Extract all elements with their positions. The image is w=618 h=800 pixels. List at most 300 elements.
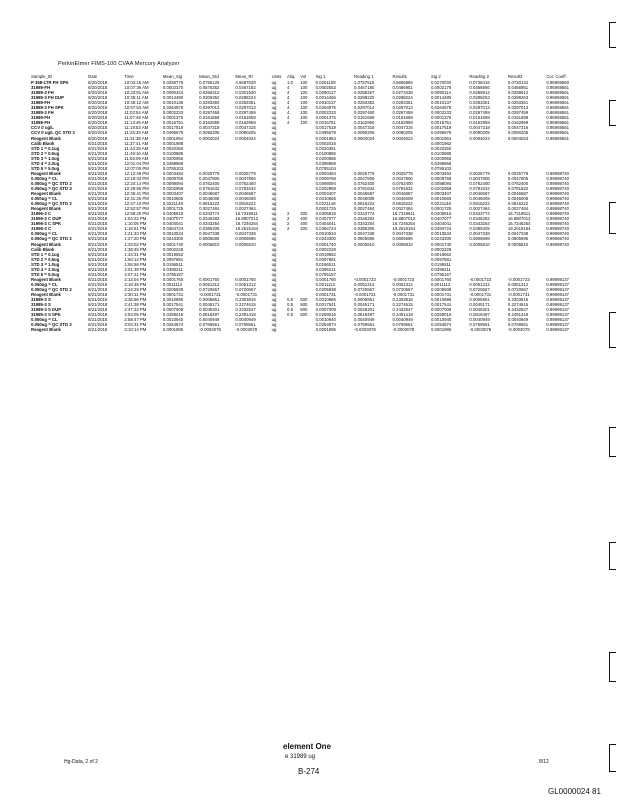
table-cell: 12:24:14 PM (124, 180, 149, 186)
table-cell: 0.0769561 (507, 322, 529, 328)
table-cell: 8/21/2018 (88, 261, 108, 267)
table-cell: 0.0762400 (469, 180, 490, 186)
table-cell: 0.96959561 (546, 90, 570, 96)
table-cell: 0.0398968 (430, 160, 452, 166)
table-cell: 0.0046008 (392, 196, 413, 202)
table-cell: 0.0098094 (430, 180, 452, 186)
table-cell: 8/21/2018 (88, 246, 108, 252)
table-cell: 0.0346282 (199, 216, 220, 222)
table-cell: 2:30:11 PM (124, 291, 147, 297)
table-cell: 0.0385305 (354, 226, 375, 232)
table-cell: ug (271, 206, 277, 212)
table-cell: 0.0283351 (392, 100, 413, 106)
table-cell: 100 (300, 115, 308, 121)
table-cell: 11:03:54 AM (124, 110, 149, 116)
table-cell: 0.0404041 (430, 221, 452, 227)
table-cell: 0.0045171 (469, 302, 490, 308)
table-cell: 0.0004024 (199, 135, 220, 141)
table-cell: 3:04:31 PM (124, 322, 147, 328)
table-cell: 0.0762400 (199, 180, 220, 186)
table-cell: -0.0001723 (392, 276, 415, 282)
table-cell: 0.0202958 (430, 185, 452, 191)
table-cell: 0.0019652 (315, 251, 336, 257)
table-cell: 0.0001760 (430, 276, 452, 282)
table-cell: 0.0003484 (315, 170, 336, 176)
table-cell: 0.0781632 (199, 185, 220, 191)
table-cell: 0.0027484 (235, 206, 256, 212)
table-cell: 0.0407077 (315, 216, 336, 222)
table-cell: 0.0264976 (315, 105, 336, 111)
table-cell: 0.0001988 (162, 140, 184, 146)
table-cell: 0.0046587 (392, 191, 413, 197)
table-cell: 0.0014485 (430, 95, 452, 101)
table-cell: 0.0407077 (430, 216, 452, 222)
table-cell: 8/21/2018 (88, 266, 108, 272)
table-cell: 0.2274615 (392, 302, 413, 308)
table-cell: 8/21/2018 (88, 327, 108, 333)
table-cell: 0.0025779 (235, 170, 256, 176)
table-cell: 0.0048301 (199, 307, 220, 313)
table-cell: 0.0720667 (354, 286, 375, 292)
table-cell: 0.0004024 (354, 135, 375, 141)
binding-mark (609, 542, 616, 570)
table-cell: 0.0720667 (392, 286, 413, 292)
table-cell: 0.0404041 (162, 221, 184, 227)
table-cell: 0.0025779 (199, 170, 220, 176)
table-cell: 0.0015751 (162, 120, 184, 126)
table-cell: 8/20/2018 (88, 115, 108, 121)
table-cell: 0.0270032 (430, 80, 452, 85)
table-cell: 0.0019652 (430, 251, 452, 257)
table-cell: ug (271, 322, 277, 328)
table-cell: 0.0785104 (315, 165, 336, 171)
table-cell: 31989-3 S (31, 302, 51, 308)
table-cell: ug (271, 130, 277, 136)
table-cell: 0.0805696 (469, 236, 490, 242)
table-cell: 0.0017541 (315, 302, 336, 308)
footer-brand: element One (283, 742, 332, 751)
table-cell: 8/20/2018 (88, 135, 108, 141)
table-cell: 100 (300, 90, 308, 96)
table-cell: 0.0090205 (469, 130, 490, 136)
table-cell: 400 (300, 226, 308, 232)
table-cell: ug (271, 231, 277, 237)
table-cell: ug (271, 155, 277, 161)
table-cell: 0.0002233 (315, 110, 336, 116)
table-cell: 0.0027484 (199, 206, 220, 212)
table-cell: 0.0025779 (507, 170, 529, 176)
table-cell: 1.0 (287, 80, 294, 85)
table-cell: 0.0395211 (315, 266, 336, 272)
table-cell: 0.5 (287, 302, 294, 308)
table-cell: 0.0047338 (392, 231, 413, 237)
table-cell: 0.0007009 (430, 307, 452, 313)
table-cell: 8/21/2018 (88, 201, 108, 207)
table-cell: 0.99998740 (546, 211, 570, 217)
table-cell: 0.0001995 (430, 327, 452, 333)
table-cell: 0.0047806 (507, 175, 529, 181)
table-cell: 8/21/2018 (88, 291, 108, 297)
table-cell: 11:49:16 AM (124, 150, 149, 156)
table-cell: 12:58:40 PM (124, 211, 149, 217)
table-cell: 8/21/2018 (88, 307, 108, 313)
table-cell: 0.0097881 (430, 256, 452, 262)
table-cell: 0.0047806 (392, 175, 413, 181)
table-cell: 31989-3 S SPK (31, 312, 61, 318)
footer-right: 8/12 (539, 759, 549, 765)
column-header: Sig 1 (315, 74, 326, 80)
table-cell: 1:50:12 PM (124, 256, 147, 262)
table-cell: 0.0027484 (507, 206, 529, 212)
table-cell: 0.0040949 (507, 317, 529, 323)
table-cell: ug (271, 226, 277, 232)
table-cell: 0.99998740 (546, 185, 570, 191)
table-cell: 0.99998740 (546, 191, 570, 197)
table-cell: 16.7246254 (235, 221, 259, 227)
table-cell: 0.0046008 (507, 196, 529, 202)
table-cell: -0.0001723 (354, 276, 376, 282)
table-cell: ug (271, 276, 277, 282)
table-cell: 0.0495679 (315, 130, 336, 136)
table-cell: ug (271, 327, 277, 333)
table-cell: 0.0001740 (315, 241, 336, 247)
table-cell: 0.0047806 (354, 175, 375, 181)
table-cell: 0.0090205 (199, 130, 220, 136)
table-cell: 0.0040949 (354, 317, 375, 323)
table-cell: 0.0297014 (354, 105, 375, 111)
table-cell: 0.99999137 (546, 317, 570, 323)
table-cell: 0.0047338 (235, 231, 256, 237)
table-cell: 0.0297013 (235, 105, 256, 111)
table-cell: 8/21/2018 (88, 140, 108, 146)
table-cell: 4 (287, 110, 290, 116)
table-cell: 0.0027484 (392, 206, 413, 212)
table-cell: 0.0816222 (469, 201, 490, 207)
table-cell: 0.0221148 (162, 201, 183, 207)
table-cell: STD 4 = 2.0ug (31, 160, 60, 166)
table-cell: 0.0009768 (315, 175, 336, 181)
table-cell: 0.0047338 (199, 231, 220, 237)
table-cell: -0.0003078 (235, 327, 258, 333)
table-cell: 0.0816222 (235, 201, 256, 207)
table-cell: ug (271, 291, 277, 297)
table-cell: 0.0196511 (315, 261, 336, 267)
table-cell: 0.0090205 (235, 130, 256, 136)
table-cell: 0.0781632 (354, 185, 375, 191)
table-cell: 4 (287, 85, 290, 91)
table-cell: 0.0346282 (469, 216, 490, 222)
table-cell: 0.0720667 (199, 286, 220, 292)
table-cell: ug (271, 256, 277, 262)
table-cell: 0.99998740 (546, 216, 570, 222)
table-cell: STD 5 = 5.0ug (31, 165, 60, 171)
table-cell: 0.0805696 (507, 236, 529, 242)
table-cell: 1.0757515 (354, 80, 375, 85)
table-cell: 8/21/2018 (88, 256, 108, 262)
table-cell: 0.0816222 (392, 201, 413, 207)
table-cell: -0.0001731 (469, 291, 492, 297)
table-cell: 0.0816222 (507, 201, 529, 207)
table-cell: 0.0004024 (469, 135, 490, 141)
table-cell: 0.0259016 (315, 312, 336, 318)
table-cell: 0.0283351 (507, 100, 529, 106)
table-cell: 0.0001995 (162, 327, 184, 333)
table-cell: 0.0254874 (162, 322, 184, 328)
table-cell: 0.0009768 (162, 175, 184, 181)
table-cell: STD 3 = 1.0ug (31, 155, 60, 161)
table-cell: 31996-3 C DUP (31, 216, 62, 222)
table-cell: ug (271, 236, 277, 242)
table-cell: 8/20/2018 (88, 130, 108, 136)
table-cell: 0.0025779 (354, 170, 375, 176)
table-cell: 4 (287, 100, 290, 106)
table-cell: 0.99998740 (546, 206, 570, 212)
table-cell: 8/21/2018 (88, 302, 108, 308)
table-cell: 10:57:53 AM (124, 105, 149, 111)
table-cell: 0.0047318 (199, 125, 220, 131)
table-cell: 0.0254874 (315, 322, 336, 328)
table-cell: 0.0003407 (315, 191, 336, 197)
table-cell: ug (271, 307, 277, 313)
table-cell: 0.0001375 (430, 115, 452, 121)
table-cell: 16.7246254 (507, 221, 531, 227)
table-cell: 1:38:45 PM (124, 246, 147, 252)
table-cell: 0.0769561 (199, 322, 220, 328)
table-cell: ug (271, 175, 277, 181)
table-cell: 0.0046587 (199, 191, 220, 197)
table-cell: 31989-3 S DUP (31, 307, 62, 313)
table-cell: 0.050ug = QC STD 2 (31, 201, 72, 207)
table-cell: 31989-3 S (31, 297, 51, 303)
table-cell: STD 5 = 5.0ug (31, 271, 60, 277)
table-cell: 0.96959560 (546, 80, 570, 85)
table-cell: 0.99999137 (546, 327, 570, 333)
table-cell: 0.0047316 (235, 125, 256, 131)
table-cell: ug (271, 191, 277, 197)
table-cell: 0.0046008 (469, 196, 490, 202)
table-cell: 8/21/2018 (88, 170, 108, 176)
table-cell: ug (271, 100, 277, 106)
table-cell: 11:13:45 AM (124, 120, 149, 126)
table-cell: -0.0003078 (199, 327, 221, 333)
table-cell: 0.0020350 (430, 145, 452, 151)
table-cell: 1:21:33 PM (124, 231, 147, 237)
table-cell: 2:58:47 PM (124, 317, 147, 323)
table-cell: 31989-FH (31, 120, 51, 126)
table-cell: ug (271, 180, 277, 186)
table-cell: 0.0047806 (235, 175, 256, 181)
table-cell: 0.99999137 (546, 286, 570, 292)
table-cell: 0.0010135 (162, 100, 184, 106)
table-cell: 0.0045171 (354, 302, 375, 308)
table-cell: 0.0010886 (315, 297, 336, 303)
table-cell: 0.0005861 (469, 297, 490, 303)
binding-mark (609, 744, 616, 772)
table-cell: 16.8807012 (507, 216, 531, 222)
table-cell: 0.0040949 (235, 317, 256, 323)
table-cell: 0.0297459 (235, 110, 256, 116)
table-cell: 0.0005810 (507, 241, 529, 247)
table-cell: STD 1 = 0.1ug (31, 145, 60, 151)
table-cell: 0.0769561 (235, 322, 256, 328)
table-cell: P 368-LTR FH SPK (31, 80, 69, 85)
table-cell: 0.99998740 (546, 226, 570, 232)
table-cell: 0.0255775 (162, 80, 184, 85)
table-cell: 0.96959561 (546, 110, 570, 116)
table-cell: ug (271, 105, 277, 111)
table-cell: ug (271, 160, 277, 166)
table-cell: 0.0003407 (430, 191, 452, 197)
table-cell: 0.0001954 (430, 135, 452, 141)
table-cell: 0.0051312 (354, 281, 375, 287)
table-cell: 0.96959561 (546, 120, 570, 126)
table-cell: 0.0005810 (392, 241, 413, 247)
footer-left: Hg-Data, 2 of 2 (64, 759, 98, 765)
table-cell: ug (271, 286, 277, 292)
table-cell: 0.96959561 (546, 85, 570, 91)
table-cell: 0.99998740 (546, 236, 570, 242)
table-cell: 0.99999137 (546, 291, 570, 297)
table-cell: 0.0720142 (507, 80, 529, 85)
table-cell: 500 (300, 297, 308, 303)
table-cell: 0.0161658 (507, 115, 529, 121)
table-cell: 400 (300, 211, 308, 217)
table-cell: 0.0283351 (469, 100, 490, 106)
table-cell: 0.0025779 (392, 170, 413, 176)
table-cell: ug (271, 110, 277, 116)
binding-mark (609, 312, 616, 348)
table-cell: 0.2303816 (507, 297, 529, 303)
table-cell: 4 (287, 115, 290, 121)
table-cell: 0.96959561 (546, 125, 570, 131)
table-cell: 0.0816222 (354, 201, 375, 207)
table-cell: 0.0097881 (315, 256, 336, 262)
table-cell: 0.0343254 (354, 221, 375, 227)
table-cell: 0.0221148 (315, 201, 336, 207)
table-cell: 0.0384724 (315, 226, 336, 232)
table-cell: 0.0259016 (430, 312, 452, 318)
table-cell: 8/21/2018 (88, 155, 108, 161)
table-cell: 0.0046008 (199, 196, 220, 202)
table-cell: 8/21/2018 (88, 216, 108, 222)
table-cell: 0.0769561 (469, 322, 490, 328)
table-cell: 0.0002228 (315, 246, 336, 252)
table-cell: 0.0005810 (199, 241, 220, 247)
table-cell: 4 (287, 120, 290, 126)
table-cell: 8/21/2018 (88, 145, 108, 151)
table-cell: 0.0343774 (469, 211, 490, 217)
table-cell: ug (271, 150, 277, 156)
table-cell: 0.0781632 (235, 185, 256, 191)
table-cell: 0.0297013 (392, 105, 413, 111)
table-cell: 0.0161658 (199, 115, 220, 121)
table-cell: 0.0002228 (162, 246, 184, 252)
table-cell: ug (271, 196, 277, 202)
table-cell: 0.0002015 (315, 140, 336, 146)
table-cell: 0.0467182 (235, 85, 256, 91)
table-cell: 0.0161658 (469, 115, 490, 121)
table-cell: 0.0738416 (469, 80, 490, 85)
table-cell: CCV 0 ug/L QC STD 2 (31, 130, 75, 136)
table-cell: 0.0162959 (199, 120, 220, 126)
table-cell: ug (271, 246, 277, 252)
table-cell: 0.0002370 (162, 85, 184, 91)
table-cell: 16.8807012 (392, 216, 416, 222)
table-cell: 0.0762400 (354, 180, 375, 186)
table-cell: 2:18:45 PM (124, 281, 147, 287)
column-header: Sample_ID (31, 74, 53, 80)
table-cell: ug (271, 90, 277, 96)
table-cell: ug (271, 241, 277, 247)
table-cell: 0.0200956 (315, 155, 336, 161)
table-cell: 0.0297459 (507, 110, 529, 116)
table-cell: 0.0010534 (315, 231, 336, 237)
table-cell: 0.0762400 (235, 180, 256, 186)
table-cell: 2:13:04 PM (124, 276, 147, 282)
table-cell: ug (271, 211, 277, 217)
table-cell: 0.0576352 (199, 85, 220, 91)
table-cell: 0.0046587 (507, 191, 529, 197)
table-cell: 0.0196511 (162, 261, 183, 267)
table-cell: 11:31:38 AM (124, 135, 149, 141)
table-cell: 0.0045171 (199, 302, 220, 308)
table-cell: 500 (300, 307, 308, 313)
table-cell: 0.99999137 (546, 307, 570, 313)
table-cell: 0.0795157 (162, 271, 184, 277)
table-cell: 0.0046587 (469, 191, 490, 197)
table-cell: Reagent Blank (31, 276, 61, 282)
table-cell: 0.0004024 (392, 135, 413, 141)
table-cell: 2 (287, 211, 290, 217)
column-header: Result2 (507, 74, 523, 80)
table-cell: 0.0048301 (469, 307, 490, 313)
table-cell: 11:25:33 AM (124, 130, 149, 136)
table-cell: 0.99998740 (546, 231, 570, 237)
footer-doc-id: GL0000024 81 (548, 787, 601, 796)
table-cell: 0.0385305 (199, 226, 220, 232)
table-cell: 0.0051312 (235, 281, 256, 287)
table-cell: 0.0297459 (199, 110, 220, 116)
table-cell: -0.0003078 (507, 327, 530, 333)
table-cell: 0.0048301 (354, 307, 375, 313)
table-cell: 0.0010665 (430, 196, 452, 202)
table-cell: 0.0047806 (469, 175, 490, 181)
table-cell: 0.0288267 (354, 90, 375, 96)
table-cell: 8/21/2018 (88, 206, 108, 212)
table-cell: 8/20/2018 (88, 95, 108, 101)
table-cell: 0.0001740 (430, 241, 452, 247)
table-cell: 0.0003484 (162, 170, 184, 176)
table-cell: 0.0011112 (162, 281, 183, 287)
table-cell: 2:24:29 PM (124, 286, 147, 292)
table-cell: 500 (300, 312, 308, 318)
table-cell: 0.0014480 (162, 95, 184, 101)
table-cell: -0.0001731 (507, 291, 530, 297)
table-cell: 4.6687028 (235, 80, 256, 85)
table-cell: 0.0047338 (469, 231, 490, 237)
table-cell: 0.0001731 (162, 291, 184, 297)
table-cell: 0.0404041 (315, 221, 336, 227)
table-cell: 0.0020351 (315, 145, 336, 151)
table-cell: 0.0466956 (469, 85, 490, 91)
table-cell: 0.0040949 (392, 317, 413, 323)
table-cell: 0.0805696 (199, 236, 220, 242)
table-cell: Reagent Blank (31, 170, 61, 176)
table-cell: 0.0002233 (162, 110, 184, 116)
table-cell: 0.0017519 (162, 125, 184, 131)
table-cell: 0.0259016 (162, 312, 184, 318)
table-cell: 0.0011112 (430, 281, 451, 287)
